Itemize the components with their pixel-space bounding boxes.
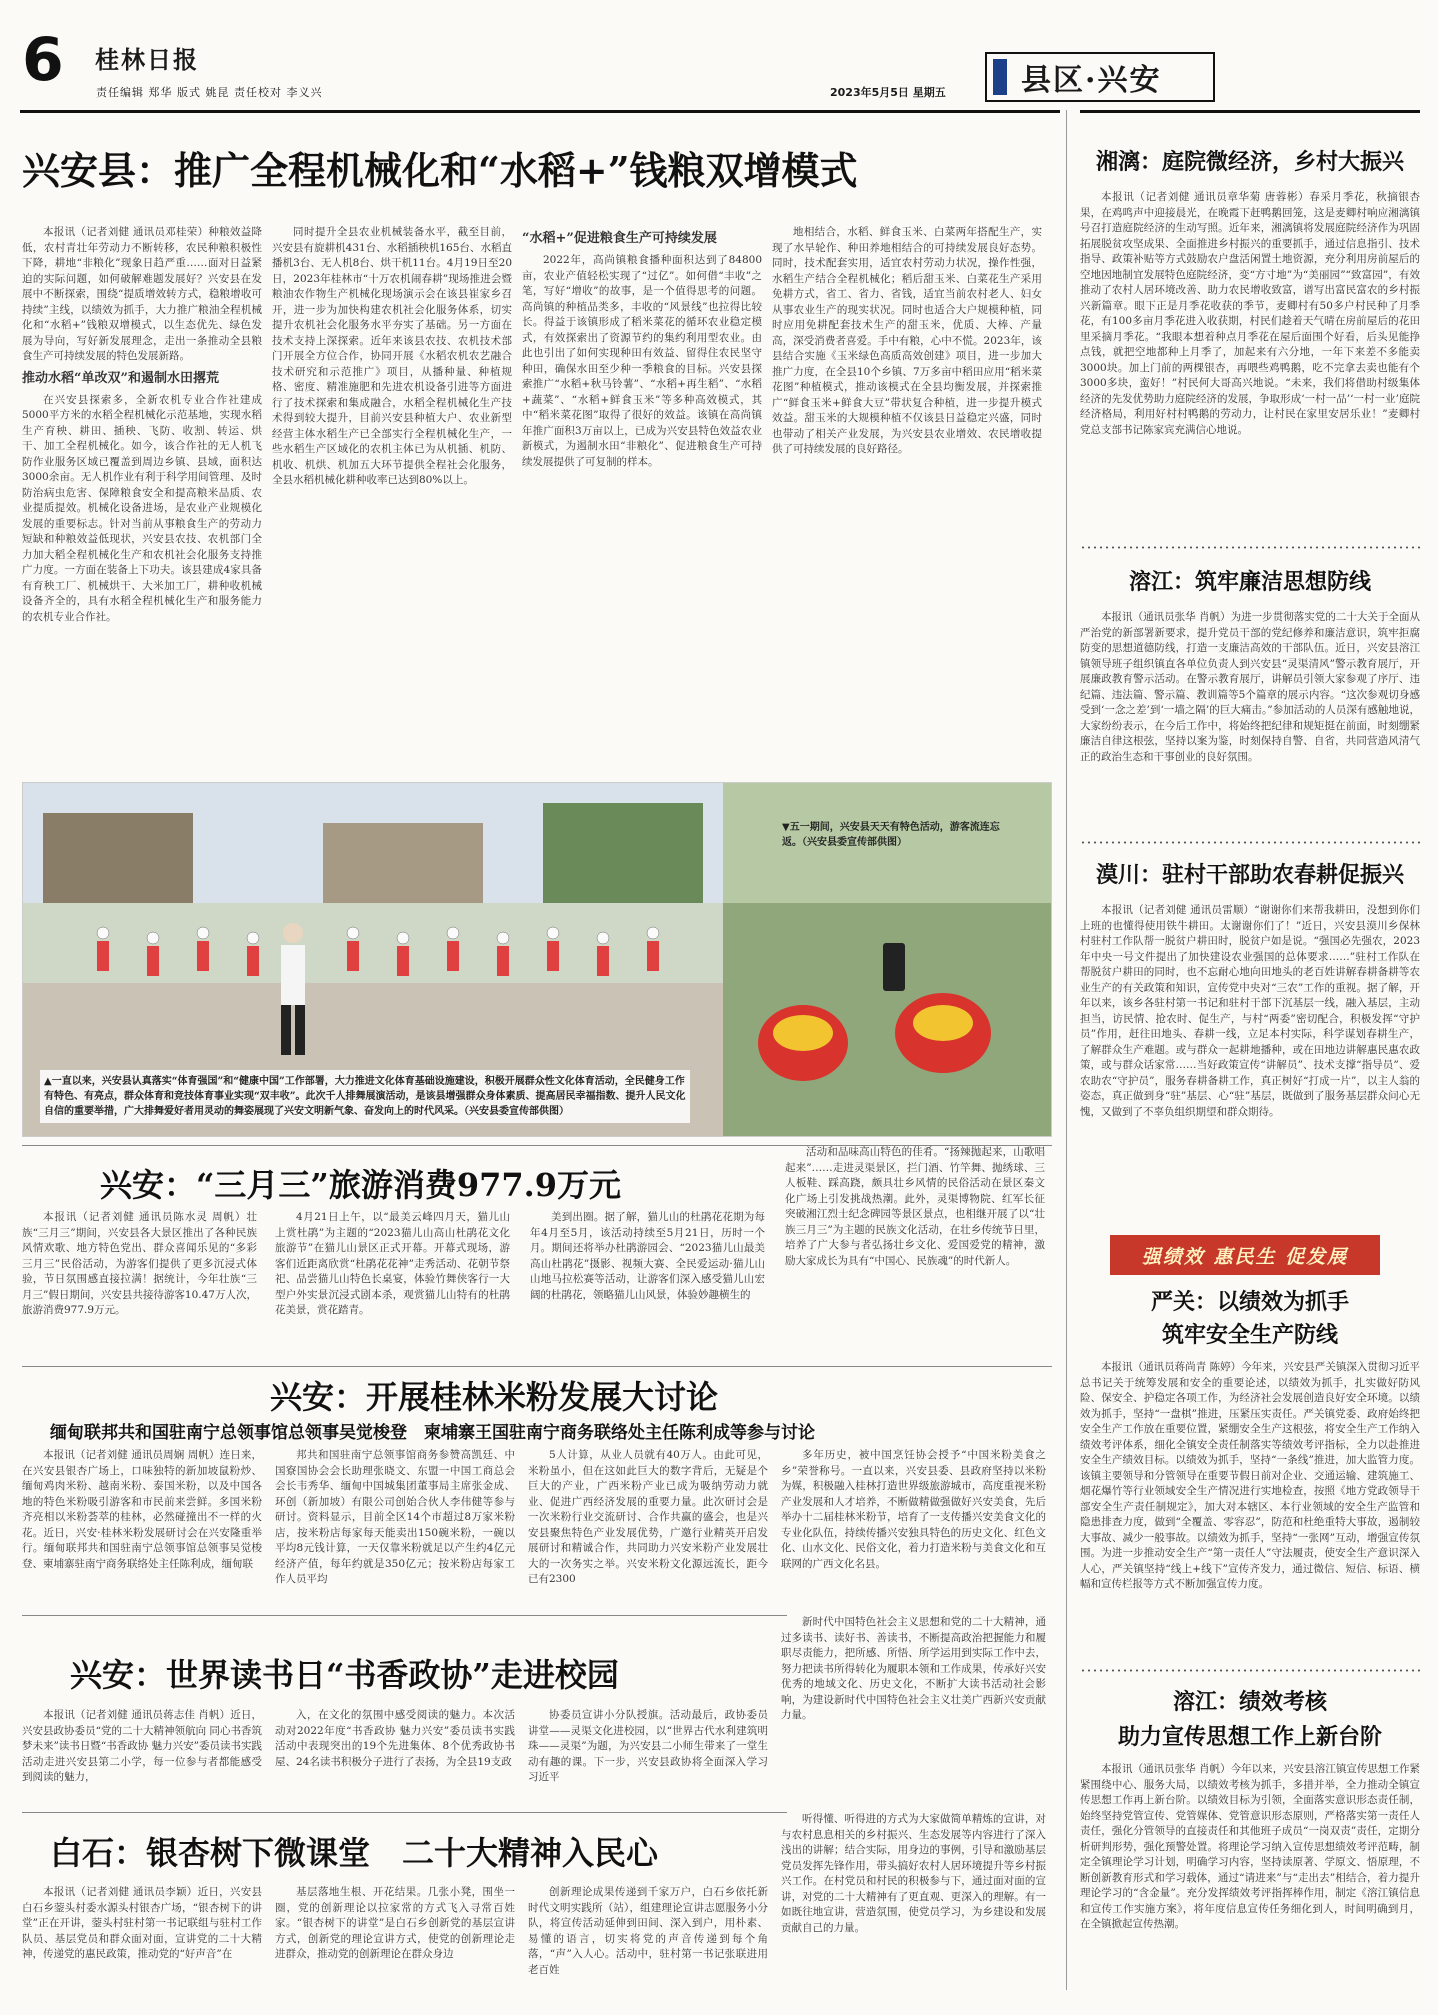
tourism-col-3 xyxy=(530,1210,765,1360)
right-a1-headline: 湘漓：庭院微经济，乡村大振兴 xyxy=(1095,149,1404,175)
page-number: 6 xyxy=(22,25,64,95)
tourism-text-4: 活动和品味高山特色的佳肴。“扬辣抛起来，山歌唱起来”……走进灵渠景区，拦门酒、竹竿舞、抛绣球、三人板鞋、踩高跷，颇具壮乡风情的民俗活动在景区秦文化广场上引发挑战热潮。此外，灵渠博物院、红军长征突破湘江烈士纪念碑园等景区景点，也相继开展了以“壮族三月三”为主题的民族文化活动，在壮乡传统节日里，培养了广大参与者弘扬壮乡文化、爱国爱党的精神，激励大家成长为具有“中国心、民族魂”的时代新人。 xyxy=(785,1146,1045,1267)
reading-text-4: 新时代中国特色社会主义思想和党的二十大精神，通过多读书、读好书、善读书，不断提高政治把握能力和履职尽责能力，把所感、所悟、所学运用到实际工作中去，努力把读书所得转化为履职本领和工作成果，传承好兴安优秀的地域文化、历史文化，不断扩大读书活动社会影响，为建设新时代中国特色社会主义壮美广西新兴安贡献力量。 xyxy=(781,1616,1046,1721)
baishi-text-2: 基层落地生根、开花结果。几张小凳，围坐一圈，党的创新理论以拉家常的方式飞入寻常百姓家。“银杏树下的讲堂”是白石乡创新党的基层宣讲方式，创新党的理论宣讲方式，使党的创新理论走进群众，推动党的创新理论在群众身边 xyxy=(275,1886,515,1960)
baishi-text-4: 听得懂、听得进的方式为大家做简单精炼的宣讲，对与农村息息相关的乡村振兴、生态发展等内容进行了深入浅出的讲解；结合实际，用身边的事例，引导和激励基层党员发挥先锋作用，带头搞好农村人居环境提升等乡村振兴工作。在村党员和村民的积极参与下，通过面对面的宣讲，对党的二十大精神有了更直观、更深入的理解。有一如既往地宣讲，营造氛围，使党员学习，为乡建设和发展贡献自己的力量。 xyxy=(781,1813,1046,1934)
tourism-col-4 xyxy=(785,1145,1045,1360)
reading-col-4 xyxy=(781,1615,1046,1803)
reading-text-3: 协委员宣讲小分队授旗。活动最后，政协委员讲堂——灵渠文化进校园，以“世界古代水利建筑明珠——灵渠”为题，为兴安县二小师生带来了一堂生动有趣的课。下一步，兴安县政协将全面深入学习习近平 xyxy=(528,1709,768,1783)
photo-caption-bottom: ▲一直以来，兴安县认真落实“体育强国”和“健康中国”工作部署，大力推进文化体育基础设施建设，积极开展群众性文化体育活动，全民健身工作有特色、有亮点，群众体育和竞技体育事业实现“双丰收”。此次千人排舞展演活动，是该县增强群众身体素质、提高居民幸福指数、提升人民文化自信的重要举措，广大排舞爱好者用灵动的舞姿展现了兴安文明新气象、奋发向上的时代风采。（兴安县委宣传部供图） xyxy=(40,1070,690,1123)
photo-caption-right: ▼五一期间，兴安县天天有特色活动，游客流连忘返。（兴安县委宣传部供图） xyxy=(782,822,1000,848)
header-rule-right xyxy=(1080,110,1420,113)
right-dots-3 xyxy=(1080,1668,1420,1673)
section-title: 县区·兴安 xyxy=(1021,63,1162,98)
noodle-col-2 xyxy=(275,1448,515,1606)
main-text-4: 地相结合，水稻、鲜食玉米、白菜两年搭配生产，实现了水旱轮作、种田养地相结合的可持续发展良好态势。同时，技术配套实用，适宜农村劳动力状况，操作性强，水稻生产结合全程机械化；稻后甜玉米、白菜花生产采用免耕方式，省工、省力、省钱，适宜当前农村老人、妇女从事农业生产的现实状况。同时也适合大户规模种植，同时应用免耕配套技术生产的甜玉米，优质、大棒、产量高，深受消费者喜爱。手中有粮，心中不慌。2023年，该县结合实施《玉米绿色高质高效创建》项目，进一步加大推广力度，在全县10个乡镇、7万多亩中稻田应用“稻米菜花图”种植模式，推动该模式在全县均衡发展，并探索推广“鲜食玉米+鲜食大豆”带状复合种植，进一步提升模式效益。甜玉米的大规模种植不仅该县日益稳定兴盛，同时也带动了相关产业发展，为兴安县农业增效、农民增收提供了可持续发展的良好路径。 xyxy=(772,226,1042,455)
right-a5-headline-1: 溶江：绩效考核 xyxy=(1172,1689,1327,1715)
reading-text-1: 本报讯（记者刘健 通讯员蒋志佳 肖帆）近日，兴安县政协委员“党的二十大精神领航向 同心书香筑梦未来”读书日暨“书香政协 魅力兴安”委员读书实践活动走进兴安县第二小学，每一位参与者都能感受到阅读的魅力， xyxy=(22,1709,262,1783)
baishi-headline: 白石：银杏树下微课堂 二十大精神入民心 xyxy=(50,1834,659,1872)
main-col-1 xyxy=(22,225,262,765)
reading-headline: 兴安：世界读书日“书香政协”走进校园 xyxy=(70,1656,619,1694)
tourism-text-2: 4月21日上午，以“最美云峰四月天，猫儿山上赏杜鹃”为主题的“2023猫儿山高山杜鹃花文化旅游节”在猫儿山景区正式开幕。开幕式现场，游客们近距离欣赏“杜鹃花花神”走秀活动、花朝节祭祀、品尝猫儿山特色长桌宴，体验竹舞侠客行一大型户外实景沉浸式剧本杀，观赏猫儿山特有的杜鹃花美景，赏花踏青。 xyxy=(275,1211,510,1316)
right-a4-body xyxy=(1080,1360,1420,1660)
column-divider xyxy=(1066,110,1067,1990)
right-a4-text: 本报讯（通讯员蒋尚青 陈婷）今年来，兴安县严关镇深入贯彻习近平总书记关于统筹发展和安全的重要论述，以绩效为抓手，扎实做好防风险、保安全、护稳定各项工作，为经济社会发展创造良好安全环境。以绩效为抓手，坚持“一盘棋”推进，压紧压实责任。严关镇党委、政府始终把安全生产工作放在重要位置，紧绷安全生产这根弦，将安全生产工作纳入绩效考评体系，细化全镇安全责任制落实等绩效考评指标，全力以赴推进安全生产绩效目标。以绩效为抓手，坚持“一条线”推进，加大监管力度。该镇主要领导和分管领导在重要节假日前对企业、交通运输、建筑施工、烟花爆竹等行业领域安全生产情况进行实地检查，按照《地方党政领导干部安全生产责任制规定》，加大对本辖区、本行业领域的安全生产监管和隐患排查力度，做到“全覆盖、零容忍”，防范和杜绝重特大事故，遏制较大事故、减少一般事故。以绩效为抓手，坚持“一张网”互动，增强宣传氛围。为进一步推动安全生产“第一责任人”守法履责，使安全生产意识深入人心，严关镇坚持“线上+线下”宣传齐发力，通过微信、短信、标语、横幅和宣传栏报等方式不断加强宣传力度。 xyxy=(1080,1361,1420,1590)
tourism-text-1: 本报讯（记者刘健 通讯员陈水灵 周帆）壮族“三月三”期间，兴安县各大景区推出了各种民族风情欢歌、地方特色党出、群众喜闻乐见的“多彩三月三”民俗活动，为游客们提供了更多沉浸式体验，节日氛围感直接拉满！据统计，今年壮族“三月三”假日期间，兴安县共接待游客10.47万人次，旅游消费977.9万元。 xyxy=(22,1211,257,1316)
tourism-col-1 xyxy=(22,1210,257,1360)
noodle-col-1 xyxy=(22,1448,262,1606)
main-text-2: 同时提升全县农业机械装备水平，截至目前，兴安县有旋耕机431台、水稻插秧机165台、水稻直播机3台、无人机8台、烘干机11台。4月19日至20日，2023年桂林市“十万农机闹春耕”现场推进会暨粮油农作物生产机械化现场演示会在该县崔家乡召开，进一步为加快构建农机社会化服务体系，切实提升农机社会化服务水平夯实了基础。另一方面在技术支持上深探索。近年来该县农技、农机技术部门开展全方位合作，协同开展《水稻农机农艺融合技术研究和示范推广》项目，从播种量、种植规格、密度、精准施肥和先进农机设备引进等方面进行了技术探索和集成融合，水稻全程机械化生产技术得到较大提升，目前兴安县种植大户、农业新型经营主体水稻生产已全部实行全程机械化生产，一些水稻生产区域化的农机主体已为从机插、机防、机收、机烘、机加五大环节提供全程社会化服务，全县水稻机械化耕种收率已达到80%以上。 xyxy=(272,226,512,486)
baishi-col-4 xyxy=(781,1812,1046,1995)
editors-line: 责任编辑 郑华 版式 姚昆 责任校对 李义兴 xyxy=(96,86,323,99)
right-a4-headline-2: 筑牢安全生产防线 xyxy=(1161,1322,1338,1348)
reading-col-2 xyxy=(275,1708,515,1803)
right-a3-headline: 漠川：驻村干部助农春耕促振兴 xyxy=(1095,862,1404,888)
header-rule xyxy=(20,110,1060,113)
tourism-headline: 兴安：“三月三”旅游消费977.9万元 xyxy=(100,1166,622,1204)
main-col-2 xyxy=(272,225,512,765)
tourism-col-2 xyxy=(275,1210,510,1360)
reading-text-2: 入，在文化的氛围中感受阅读的魅力。本次活动对2022年度“书香政协 魅力兴安”委员读书实践活动中表现突出的19个先进集体、8个优秀政协书屋、24名读书积极分子进行了表扬，为全县19支政 xyxy=(275,1709,515,1768)
right-a1-text: 本报讯（记者刘健 通讯员章华菊 唐蓉彬）春采月季花，秋摘银杏果，在鸡鸣声中迎接晨光，在晚霞下赶鸭鹅回笼，这是麦卿村响应湘漓镇号召打造庭院经济的生动写照。近年来，湘漓镇将发展庭院经济作为巩固拓展脱贫攻坚成果、全面推进乡村振兴的重要抓手，通过信息指引、技术指导、政策补贴等方式鼓励农户盘活闲置土地资源，充分利用房前屋后的空地因地制宜发展特色庭院经济，变“方寸地”为“美丽园”“致富园”，有效推动了农村人居环境改善、助力农民增收致富，谱写出富民富农的乡村振兴新篇章。眼下正是月季花收获的季节，麦卿村有50多户村民种了月季花，有100多亩月季花进入收获期，村民们趁着天气晴在房前屋后的花田里采摘月季花。“我眼本想着种点月季花在屋后面围个好看，后头见能挣点钱，就把空地都种上月季了，加起来有六分地，一年下来差不多能卖3000块。加上门前的两棵银杏，再喂些鸡鸭鹅，吃不完拿去卖也能有个3000多块，蛮好！”村民何大哥高兴地说。“未来，我们将借助村级集体经济的先发优势助力庭院经济的发展，争取形成‘一村一品’‘一村一业’庭院经济格局，利用好村村鸭鹅的劳动力，让村民在家里安居乐业！”麦卿村党总支部书记陈家宾充满信心地说。 xyxy=(1080,191,1420,436)
issue-date: 2023年5月5日 星期五 xyxy=(830,86,946,99)
baishi-col-2 xyxy=(275,1885,515,1995)
section-label xyxy=(985,52,1215,102)
section-bar xyxy=(993,59,1007,95)
right-a5-headline-2: 助力宣传思想工作上新台阶 xyxy=(1117,1724,1382,1750)
baishi-text-1: 本报讯（记者刘健 通讯员李颖）近日，兴安县白石乡蓥头村委水源头村银杏广场，“银杏树下的讲堂”正在开讲，蓥头村驻村第一书记联组与驻村工作队员、基层党员和群众面对面，宣讲党的二十大精神，传递党的惠民政策，推动党的“好声音”在 xyxy=(22,1886,262,1960)
masthead: 桂林日报 xyxy=(95,45,199,74)
right-a3-text: 本报讯（记者刘健 通讯员雷顺）“谢谢你们来帮我耕田，没想到你们上班的也懂得使用铁牛耕田。太谢谢你们了！”近日，兴安县漠川乡保林村驻村工作队帮一脱贫户耕田时，脱贫户如是说。“强国必先强农，2023年中央一号文件提出了加快建设农业强国的总体要求……”驻村工作队在帮脱贫户耕田的同时，也不忘耐心地向田地头的老百姓讲解春耕备耕等农业生产的有关政策和知识，宣传党中央对“三农”工作的重视。据了解，开年以来，该乡各驻村第一书记和驻村干部下沉基层一线，融入基层，主动担当，访民情、抢农时、促生产，与村“两委”密切配合，积极发挥“守护员”作用，赶往田地头、春耕一线，立足本村实际，科学谋划春耕生产，了解群众生产难题。或与群众一起耕地播种，或在田地边讲解惠民惠农政策，或与群众话家常……当好政策宣传“讲解员”、技术支撑“指导员”、爱农助农“守护员”，服务春耕备耕工作，真正树好“打成一片”，以主人翁的姿态，真正做到身“驻”基层、心“驻”基层，既做到了服务基层群众问心无愧，又做到了不辜负组织期望和群众期待。 xyxy=(1080,904,1420,1118)
noodle-headline: 兴安：开展桂林米粉发展大讨论 xyxy=(270,1378,719,1416)
baishi-col-3 xyxy=(528,1885,768,1995)
noodle-subtitle: 缅甸联邦共和国驻南宁总领事馆总领事吴觉梭登 柬埔寨王国驻南宁商务联络处主任陈利成等参与讨论 xyxy=(50,1423,815,1443)
divider-baishi xyxy=(22,1812,787,1813)
noodle-text-3: 5人计算，从业人员就有40万人。由此可见，米粉虽小，但在这如此巨大的数字背后，无疑是个巨大的产业，广西米粉产业已成为吸纳劳动力就业、促进广西经济发展的重要力量。此次研讨会是一次米粉行业交流研讨、合作共赢的盛会，也是兴安县聚焦特色产业发展优势，广邀行业精英开启发展研讨和精诚合作，共同助力兴安米粉产业发展壮大的一次务实之举。兴安米粉文化源远流长，距今已有2300 xyxy=(528,1449,768,1585)
main-text-3: 2022年，高尚镇粮食播种面积达到了84800亩，农业产值轻松实现了“过亿”。如何借“丰收”之笔，写好“增收”的故事，是一个值得思考的问题。高尚镇的种植品类多，丰收的“风景线”也拉得比较长。得益于该镇形成了稻米菜花的循环农业稳定模式，有效探索出了资源节约的集约利用型农业。由此也引出了如何实现种田有效益、留得住农民坚守种田，确保水田至少种一季粮食的目标。兴安县探索推广“水稻+秋马铃薯”、“水稻+再生稻”、“水稻+蔬菜”、“水稻+鲜食玉米”等多种高效模式，其中“稻米菜花图”取得了很好的效益。该镇在高尚镇年推广面积3万亩以上，已成为兴安县特色效益农业新模式，为遏制水田“非粮化”、促进粮食生产可持续发展提供了可复制的样本。 xyxy=(522,254,762,468)
main-lead: 本报讯（记者刘健 通讯员邓桂荣）种粮效益降低，农村青壮年劳动力不断转移，农民种粮积极性下降，耕地“非粮化”现象日趋严重……面对日益紧迫的实际问题，如何破解难题发展好？兴安县在发展中不断探索，围绕“提质增效转方式，稳粮增收可持续”主线，以绩效为抓手，大力推广粮油全程机械化和“水稻+”钱粮双增模式，以生态优先、绿色发展为导向，写好新发展理念，走出一条推动全县粮食生产可持续发展的特色发展新路。 xyxy=(22,226,262,362)
baishi-col-1 xyxy=(22,1885,262,1995)
noodle-col-4 xyxy=(781,1448,1046,1606)
divider-reading xyxy=(22,1615,787,1616)
main-headline: 兴安县：推广全程机械化和“水稻+”钱粮双增模式 xyxy=(22,148,858,193)
right-a5-body xyxy=(1080,1762,1420,1997)
right-a2-body xyxy=(1080,610,1420,830)
right-a1-body xyxy=(1080,190,1420,525)
right-a4-headline-1: 严关：以绩效为抓手 xyxy=(1150,1289,1349,1315)
main-col-4 xyxy=(772,225,1042,765)
tourism-text-3: 美到出圈。据了解，猫儿山的杜鹃花花期为每年4月至5月，该活动持续至5月21日，历时一个月。期间还将举办杜鹃游园会、“2023猫儿山最美高山杜鹃花”摄影、视频大赛、全民爱运动·猫儿山山地马拉松赛等活动，让游客们深入感受猫儿山宏阔的杜鹃花，领略猫儿山风景，体验妙趣横生的 xyxy=(530,1211,765,1301)
right-dots-1 xyxy=(1080,545,1420,550)
right-a5-text: 本报讯（通讯员张华 肖帆）今年以来，兴安县溶江镇宣传思想工作紧紧围绕中心、服务大局，以绩效考核为抓手，多措并举，全力推动全镇宣传思想工作再上新台阶。以绩效目标为引领，全面落实意识形态责任制，始终坚持党管宣传、党管媒体、党管意识形态原则，严格落实第一责任人责任，强化分管领导的直接责任和其他班子成员“一岗双责”责任，定期分析研判形势，强化预警处置。将理论学习纳入宣传思想绩效考评范畴，制定全镇理论学习计划，明确学习内容，坚持读原著、学原文、悟原理，不断创新教育形式和学习载体，通过“请进来”与“走出去”相结合，着力提升理论学习的“含金量”。充分发挥绩效考评指挥棒作用，制定《溶江镇信息和宣传工作实施方案》，将年度信息宣传任务细化到人，时间明确到月，在全镇掀起宣传热潮。 xyxy=(1080,1763,1420,1930)
reading-col-3 xyxy=(528,1708,768,1803)
noodle-col-3 xyxy=(528,1448,768,1606)
divider-noodle xyxy=(22,1366,1052,1367)
reading-col-1 xyxy=(22,1708,262,1803)
noodle-text-2: 邦共和国驻南宁总领事馆商务参赞高凯廷、中国寮国协会会长助理张晓文、东盟一中国工商总会会长韦秀华、缅甸中国城集团董事局主席张金成、环创（新加坡）有限公司创始合伙人李伟健等参与研讨。资料显示，目前全区14个市超过8万家米粉店，按米粉店每家每天能卖出150碗米粉，一碗以平均8元钱计算，一天仅靠米粉就足以产生约4亿元经济产值，每年约就是350亿元；按米粉店每家工作人员平均 xyxy=(275,1449,515,1585)
noodle-text-4: 多年历史，被中国烹饪协会授予“中国米粉美食之乡”荣誉称号。一直以来，兴安县委、县政府坚持以米粉为媒，积极融入桂林打造世界级旅游城市，高度重视米粉产业发展和人才培养，不断做精做强做好兴安美食，先后举办十二届桂林米粉节，培育了一支传播兴安美食文化的专业化队伍，持续传播兴安独具特色的历史文化、红色文化、山水文化、民俗文化，着力打造米粉与美食文化和互联网的广西文化名县。 xyxy=(781,1449,1046,1570)
main-subhead-2: “水稻+”促进粮食生产可持续发展 xyxy=(522,231,717,246)
main-subhead-1: 推动水稻“单改双”和遏制水田撂荒 xyxy=(22,370,219,386)
campaign-banner: 强绩效 惠民生 促发展 xyxy=(1110,1235,1380,1275)
right-a3-body xyxy=(1080,903,1420,1218)
noodle-text-1: 本报讯（记者刘健 通讯员周娴 周帆）连日来，在兴安县银杏广场上，口味独特的新加坡鼠粉炒、缅甸鸡肉米粉、越南米粉、泰国米粉，以及中国各地的特色米粉吸引游客和市民前来尝鲜。多国米粉齐亮相以米粉荟萃的桂林，必然碰撞出不一样的火花。近日，兴安·桂林米粉发展研讨会在兴安隆重举行。缅甸联邦共和国驻南宁总领事馆总领事吴觉梭登、柬埔寨驻南宁商务联络处主任陈利成，缅甸联 xyxy=(22,1449,262,1570)
main-col-3 xyxy=(522,225,762,765)
right-dots-2 xyxy=(1080,840,1420,845)
main-text-1: 在兴安县探索多，全新农机专业合作社建成5000平方米的水稻全程机械化示范基地，实现水稻生产育秧、耕田、插秧、飞防、收割、转运、烘干、加工全程机械化。如今，该合作社的无人机飞防作业服务区域已覆盖到周边乡镇、县域，面积达3000余亩。无人机作业有利于科学用间管理、及时防治病虫危害、保障粮食安全和提高粮米品质、农业提质提效。机械化设备进场，是农业产业规模化发展的重要标志。针对当前从事粮食生产的劳动力短缺和种粮效益低现状，兴安县农技、农机部门全力加大稻全程机械化生产和农机社会化服务支持推广力度。一方面在装备上下功夫。该县建成4家具备有育秧工厂、机械烘干、大米加工厂，耕种收机械设备齐全的，具有水稻全程机械化生产和服务能力的农机专业合作社。 xyxy=(22,393,262,623)
baishi-text-3: 创新理论成果传递到千家万户，白石乡依托新时代文明实践所（站），组建理论宣讲志愿服务小分队，将宣传活动延伸到田间、深入到户，用朴素、易懂的语言，切实将党的声音传递到每个角落，“声”入人心。活动中，驻村第一书记张联进用老百姓 xyxy=(528,1886,768,1976)
right-a2-text: 本报讯（通讯员张华 肖帆）为进一步贯彻落实党的二十大关于全面从严治党的新部署新要求，提升党员干部的党纪修养和廉洁意识，筑牢拒腐防变的思想道德防线，打造一支廉洁高效的干部队伍。近日，兴安县溶江镇领导班子组织镇直各单位负责人到兴安县“灵渠清风”警示教育展厅，开展廉政教育警示活动。在警示教育展厅，讲解员引领大家参观了序厅、违纪篇、违法篇、警示篇、教训篇等5个篇章的展示内容。“这次参观切身感受到‘一念之差’到‘一墙之隔’的巨大痛击。”参加活动的人员深有感触地说，大家纷纷表示，在今后工作中，将始终把纪律和规矩挺在前面，时刻绷紧廉洁自律这根弦，坚持以案为鉴，时刻保持自警、自省，共同营造风清气正的政治生态和干事创业的良好氛围。 xyxy=(1080,611,1420,763)
right-a2-headline: 溶江：筑牢廉洁思想防线 xyxy=(1128,569,1371,595)
